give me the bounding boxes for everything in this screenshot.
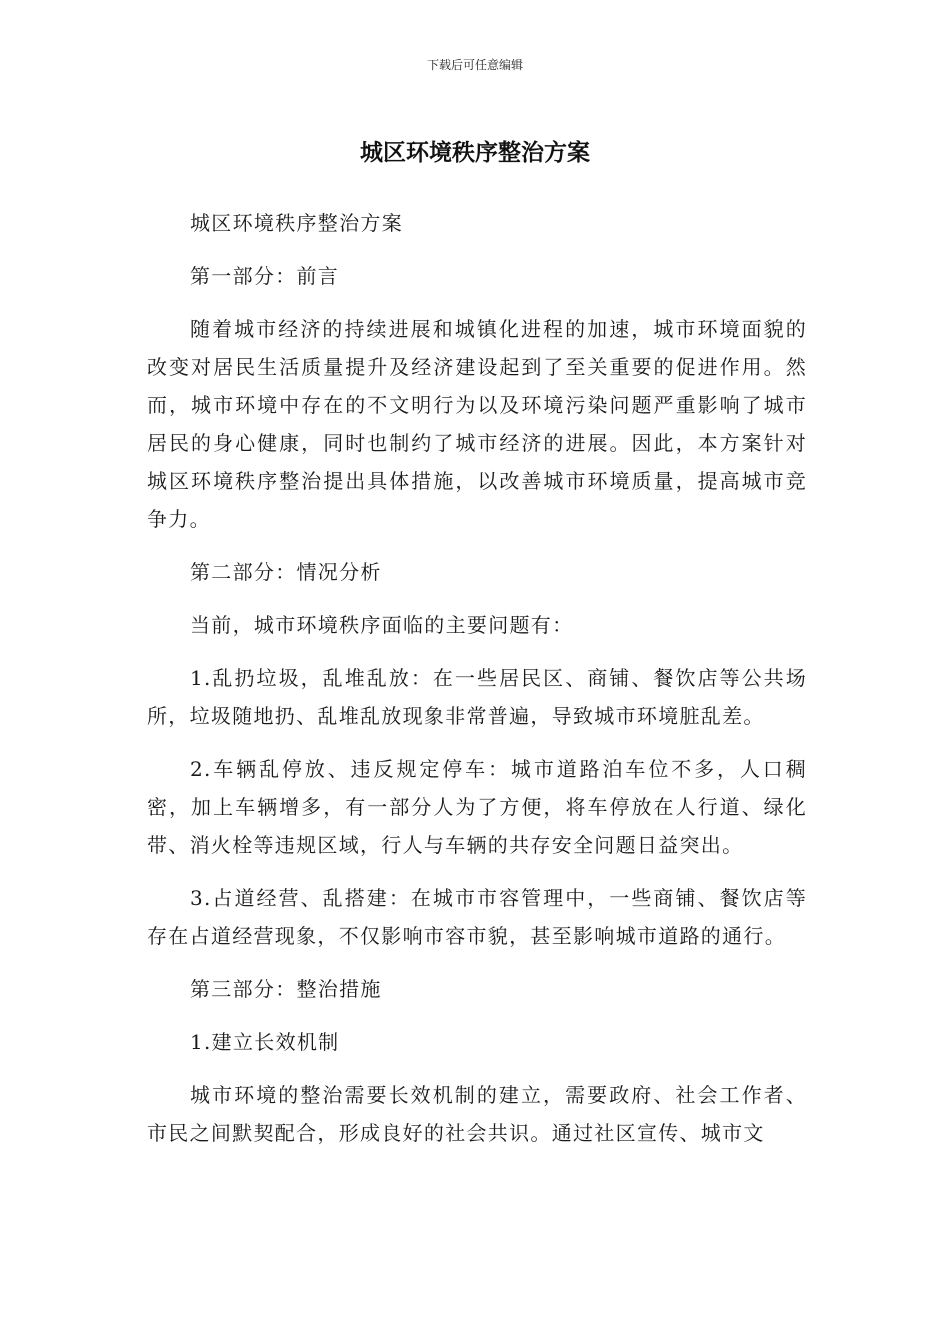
document-title: 城区环境秩序整治方案: [360, 140, 590, 166]
subtitle-paragraph: 城区环境秩序整治方案: [190, 211, 403, 235]
list-item-street-vending: 3.占道经营、乱搭建：在城市市容管理中，一些商铺、餐饮店等存在占道经营现象，不仅影响市容市貌，甚至影响城市道路的通行。: [147, 886, 807, 948]
list-item-parking: 2.车辆乱停放、违反规定停车：城市道路泊车位不多，人口稠密，加上车辆增多，有一部分人为了方便，将车停放在人行道、绿化带、消火栓等违规区域，行人与车辆的共存安全问题日益突出。: [147, 757, 807, 857]
header-note: 下载后可任意编辑: [426, 58, 523, 72]
section-heading-preface: 第一部分：前言: [190, 264, 340, 288]
list-item-litter: 1.乱扔垃圾，乱堆乱放：在一些居民区、商铺、餐饮店等公共场所，垃圾随地扔、乱堆乱放现象非常普遍，导致城市环境脏乱差。: [147, 666, 807, 728]
paragraph-analysis-intro: 当前，城市环境秩序面临的主要问题有：: [190, 613, 574, 637]
measure-heading-mechanism: 1.建立长效机制: [190, 1030, 340, 1054]
section-heading-measures: 第三部分：整治措施: [190, 977, 382, 1001]
section-heading-analysis: 第二部分：情况分析: [190, 560, 382, 584]
paragraph-mechanism: 城市环境的整治需要长效机制的建立，需要政府、社会工作者、市民之间默契配合，形成良好的社会共识。通过社区宣传、城市文: [147, 1083, 807, 1145]
document-body: [147, 204, 807, 1167]
paragraph-preface: 随着城市经济的持续进展和城镇化进程的加速，城市环境面貌的改变对居民生活质量提升及经济建设起到了至关重要的促进作用。然而，城市环境中存在的不文明行为以及环境污染问题严重影响了城市居民的身心健康，同时也制约了城市经济的进展。因此，本方案针对城区环境秩序整治提出具体措施，以改善城市环境质量，提高城市竞争力。: [147, 317, 807, 531]
